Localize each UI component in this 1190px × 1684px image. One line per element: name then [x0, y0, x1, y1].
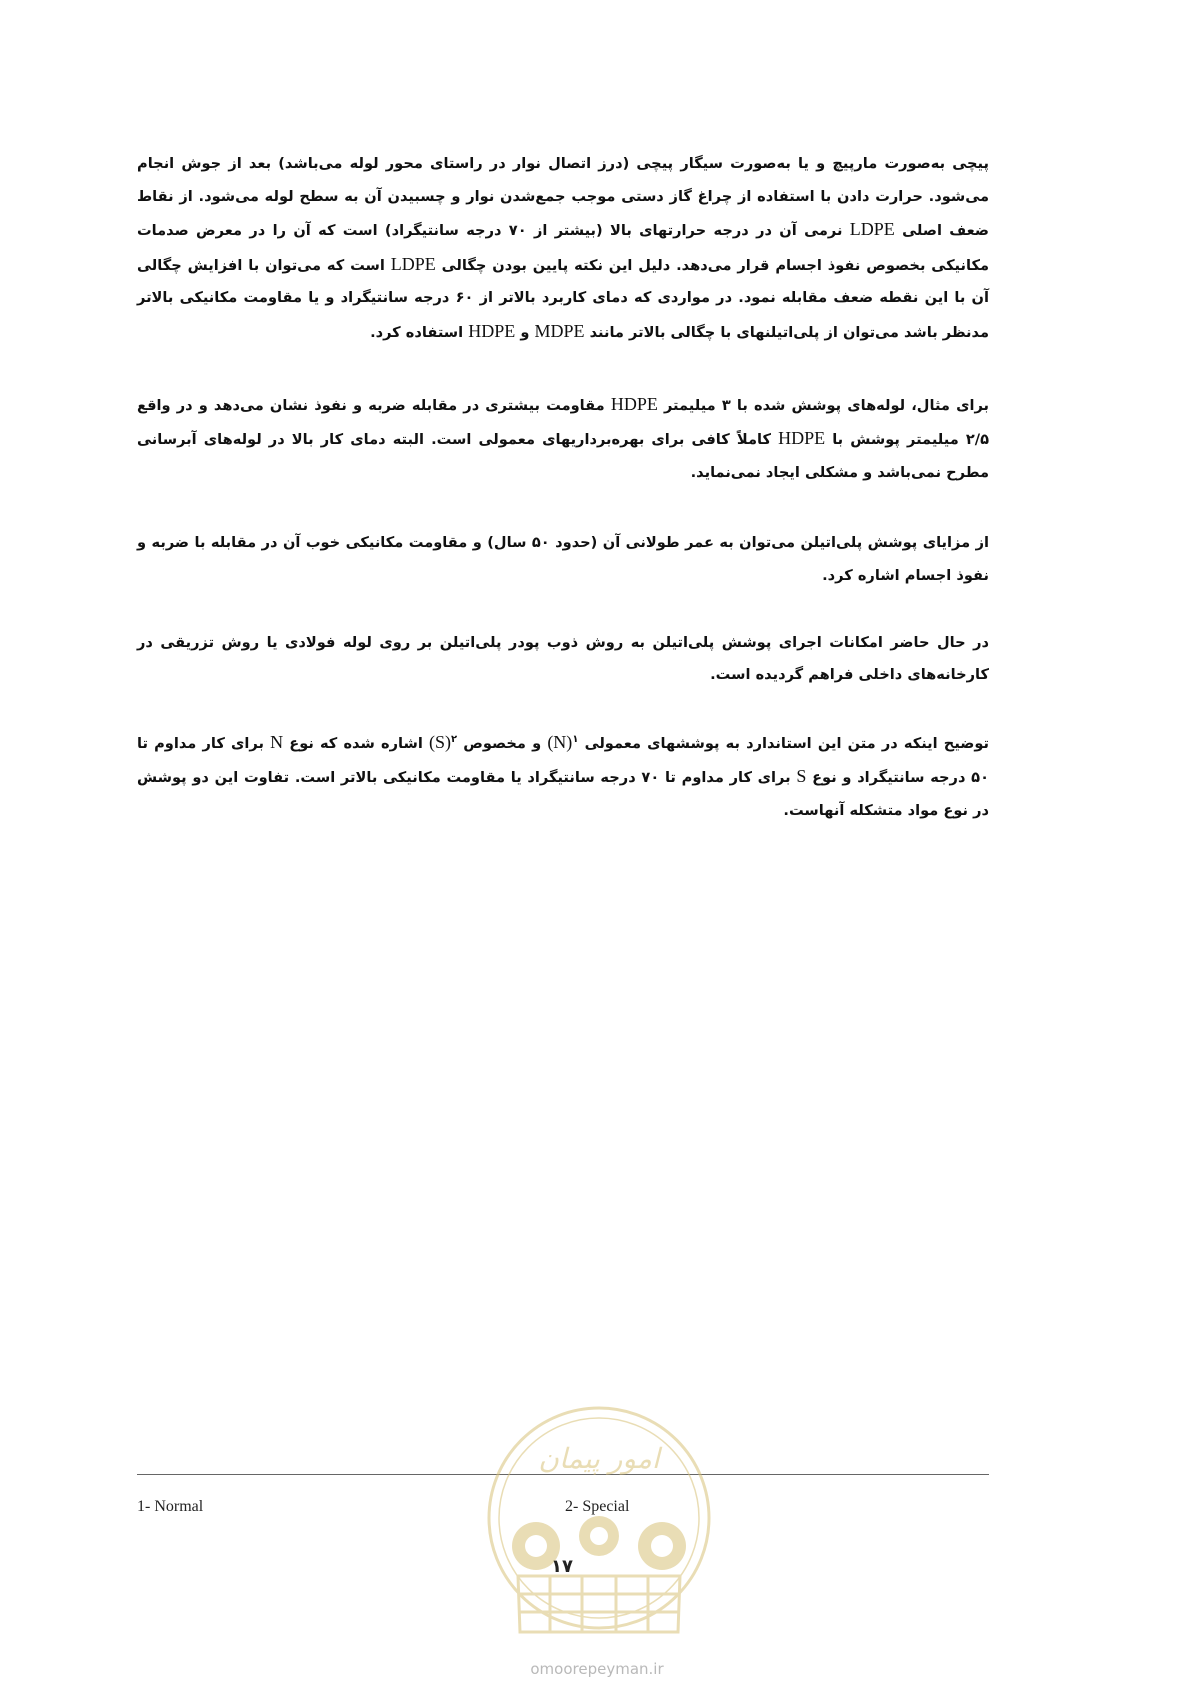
latin-term: LDPE [390, 253, 436, 274]
text-run: استفاده کرد. [370, 323, 469, 341]
text-run: پیچی به‌صورت مارپیچ و یا به‌صورت سیگار پیچی (درز اتصال نوار در راستای محور لوله می‌باشد) بعد از جوش انجام می‌شود. حرارت دادن با استفاده از چراغ گاز دستی موجب جمع‌شدن نوار و چسبیدن آن به سطح لوله می‌شود. از نقاط ضعف اصلی [137, 155, 989, 240]
footnote-marker: ۱ [572, 733, 579, 745]
footnote-2: 2- Special [565, 1498, 630, 1515]
text-run: برای مثال، لوله‌های پوشش شده با ۳ میلیمتر [657, 396, 990, 414]
page-number: ۱۷ [551, 1556, 573, 1577]
text-run: در حال حاضر امکانات اجرای پوشش پلی‌اتیلن به روش ذوب پودر پلی‌اتیلن بر روی لوله فولادی یا روش تزریقی در کارخانه‌های داخلی فراهم گردیده است. [137, 633, 989, 684]
watermark-logo-lettering: امور پیمان [538, 1442, 660, 1475]
latin-term: HDPE [778, 428, 826, 449]
paragraph-domestic-production [137, 627, 989, 692]
paragraph-advantages [137, 527, 989, 592]
latin-term: HDPE [610, 393, 658, 414]
latin-term: HDPE [468, 320, 516, 341]
watermark-seal-logo [478, 1396, 720, 1652]
text-run: توضیح اینکه در متن این استاندارد به پوششهای معمولی [578, 734, 990, 752]
text-run: برای کار مداوم تا ۷۰ درجه سانتیگراد یا مقاومت مکانیکی بالاتر است. تفاوت این دو پوشش در نوع مواد متشکله آنهاست. [137, 769, 989, 819]
footnote-1: 1- Normal [137, 1498, 204, 1515]
text-run: است که می‌توان با افزایش چگالی آن با این نقطه ضعف مقابله نمود. در مواردی که دمای کاربرد بالاتر از ۶۰ درجه سانتیگراد و یا مقاومت مکانیکی بالاتر مدنظر باشد می‌توان از پلی‌اتیلنهای با چگالی بالاتر مانند [137, 256, 990, 341]
watermark-url: omoorepeyman.ir [530, 1660, 664, 1678]
text-run: نرمی آن در درجه حرارتهای بالا (بیشتر از ۷۰ درجه سانتیگراد) است که آن را در معرض صدمات مکانیکی بخصوص نفوذ اجسام قرار می‌دهد. دلیل این نکته پایین بودن چگالی [137, 222, 989, 274]
latin-term: LDPE [849, 219, 895, 240]
text-run: کاملاً کافی برای بهره‌برداریهای معمولی است. البته دمای کار بالا در لوله‌های آبرسانی مطرح نمی‌باشد و مشکلی ایجاد نمی‌نماید. [137, 431, 989, 481]
paragraph-hdpe-example [137, 388, 989, 490]
latin-term: (S) [428, 731, 451, 752]
latin-term: (N) [547, 731, 573, 752]
text-run: مقاومت بیشتری در مقابله ضربه و نفوذ نشان می‌دهد و در واقع ۲/۵ میلیمتر پوشش با [137, 396, 989, 449]
latin-term: MDPE [534, 320, 585, 341]
latin-term: N [270, 731, 284, 752]
text-run: و مخصوص [457, 734, 548, 752]
latin-term: S [796, 766, 807, 787]
text-run: از مزایای پوشش پلی‌اتیلن می‌توان به عمر طولانی آن (حدود ۵۰ سال) و مقاومت مکانیکی خوب آن در مقابله با ضربه و نفوذ اجسام اشاره کرد. [137, 534, 989, 584]
footnote-marker: ۲ [450, 733, 458, 745]
text-run: اشاره شده که نوع [283, 734, 429, 752]
paragraph-ldpe [137, 148, 989, 350]
text-run: و [515, 323, 535, 341]
text-run: برای کار مداوم تا ۵۰ درجه سانتیگراد و نوع [137, 734, 989, 787]
body-text [137, 148, 989, 866]
paragraph-coating-types [137, 726, 989, 828]
